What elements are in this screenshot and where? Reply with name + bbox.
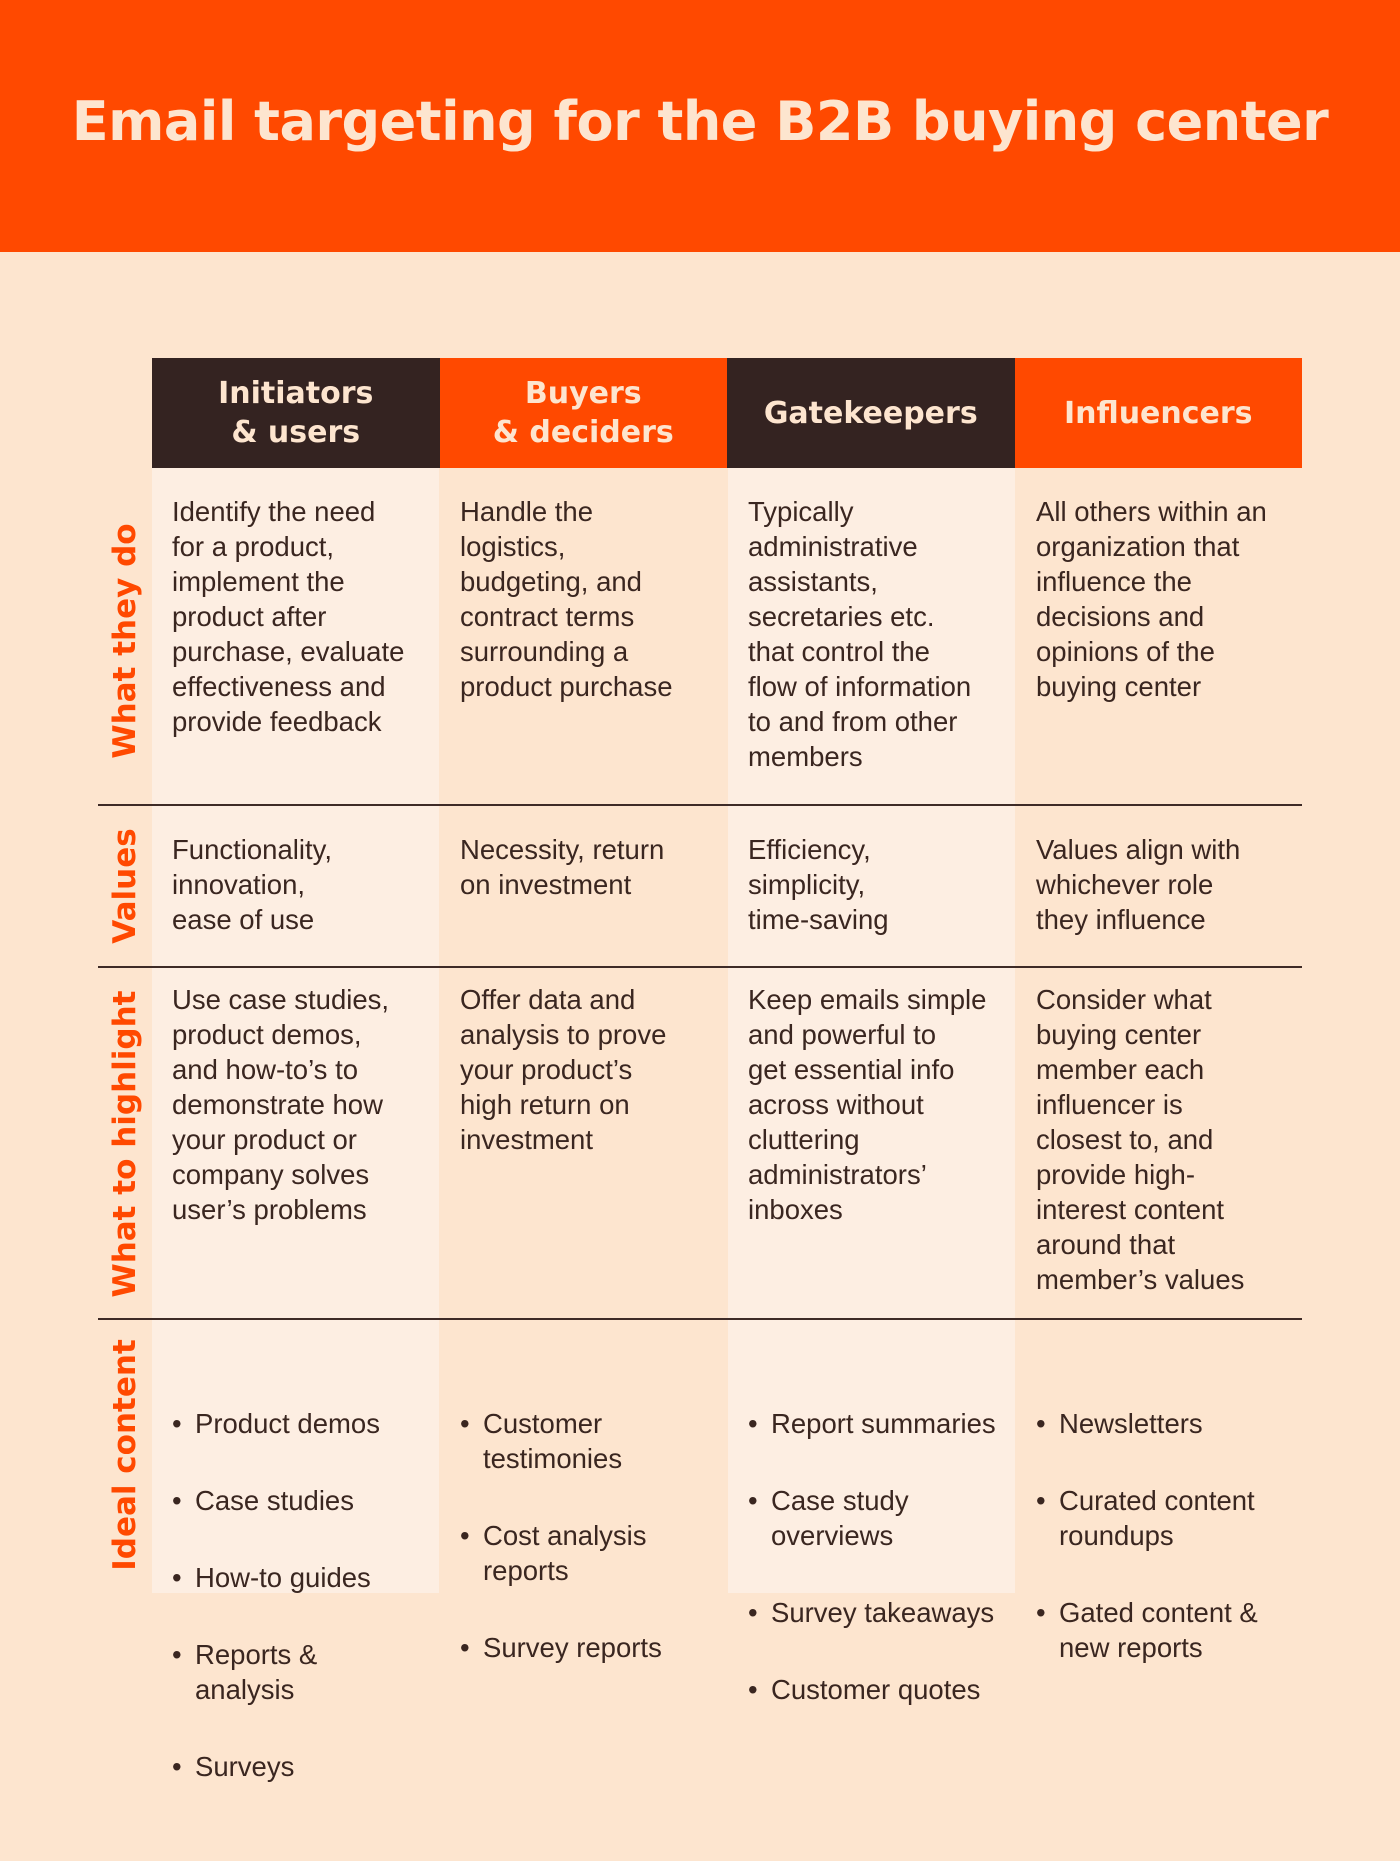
cell-highlight-gatekeepers: Keep emails simple and powerful to get essential info across without cluttering administrators’ inboxes — [748, 984, 987, 1225]
table-row-what-they-do — [98, 494, 1302, 814]
page-title: Email targeting for the B2B buying center — [71, 89, 1329, 153]
list-item: • Case studies — [172, 1483, 422, 1518]
list-item: • Product demos — [172, 1406, 422, 1441]
table-header-row — [152, 358, 1302, 468]
row-label-ideal-content: Ideal content — [107, 1339, 143, 1571]
row-label-what-they-do: What they do — [107, 523, 143, 759]
table-row-ideal-content — [98, 1318, 1302, 1782]
row-label-values: Values — [107, 828, 143, 944]
column-header-influencers: Influencers — [1015, 358, 1303, 468]
ideal-content-list-gatekeepers — [748, 1371, 998, 1749]
list-item: • Cost analysis reports — [460, 1518, 710, 1588]
ideal-content-list-buyers — [460, 1371, 710, 1707]
cell-values-initiators: Functionality, innovation, ease of use — [172, 834, 332, 935]
cell-values-buyers: Necessity, return on investment — [460, 834, 665, 900]
cell-highlight-buyers: Offer data and analysis to prove your product’s high return on investment — [460, 984, 667, 1155]
list-item: • Curated content roundups — [1036, 1483, 1286, 1553]
list-item: • How-to guides — [172, 1560, 422, 1595]
list-item: • Reports & analysis — [172, 1637, 422, 1707]
cell-values-gatekeepers: Efficiency, simplicity, time-saving — [748, 834, 889, 935]
cell-ideal-initiators — [172, 1336, 422, 1861]
cell-ideal-influencers — [1036, 1336, 1286, 1742]
list-item: • Customer quotes — [748, 1672, 998, 1707]
list-item: • Surveys — [172, 1749, 422, 1784]
list-item: • Survey takeaways — [748, 1595, 998, 1630]
row-label-what-to-highlight: What to highlight — [107, 990, 143, 1298]
cell-what-they-do-buyers: Handle the logistics, budgeting, and contract terms surrounding a product purchase — [460, 496, 673, 702]
table-row-values — [98, 804, 1302, 966]
cell-what-they-do-influencers: All others within an organization that influence the decisions and opinions of the buying center — [1036, 496, 1267, 702]
ideal-content-list-influencers — [1036, 1371, 1286, 1707]
title-banner — [0, 0, 1400, 252]
list-item: • Newsletters — [1036, 1406, 1286, 1441]
column-header-buyers: Buyers & deciders — [440, 358, 728, 468]
list-item: • Gated content & new reports — [1036, 1595, 1286, 1665]
table-row-what-to-highlight — [98, 966, 1302, 1320]
cell-ideal-gatekeepers — [748, 1336, 998, 1784]
list-item: • Customer testimonies — [460, 1406, 710, 1476]
column-header-gatekeepers: Gatekeepers — [727, 358, 1015, 468]
column-header-initiators: Initiators & users — [152, 358, 440, 468]
cell-ideal-buyers — [460, 1336, 710, 1742]
cell-highlight-influencers: Consider what buying center member each influencer is closest to, and provide high- interest content around that member’s values — [1036, 984, 1245, 1295]
ideal-content-list-initiators — [172, 1371, 422, 1826]
cell-what-they-do-initiators: Identify the need for a product, implement the product after purchase, evaluate effectiveness and provide feedback — [172, 496, 405, 737]
cell-highlight-initiators: Use case studies, product demos, and how-to’s to demonstrate how your product or company solves user’s problems — [172, 984, 390, 1225]
cell-what-they-do-gatekeepers: Typically administrative assistants, secretaries etc. that control the flow of information to and from other members — [748, 496, 972, 772]
list-item: • Report summaries — [748, 1406, 998, 1441]
list-item: • Case study overviews — [748, 1483, 998, 1553]
cell-values-influencers: Values align with whichever role they influence — [1036, 834, 1241, 935]
list-item: • Survey reports — [460, 1630, 710, 1665]
